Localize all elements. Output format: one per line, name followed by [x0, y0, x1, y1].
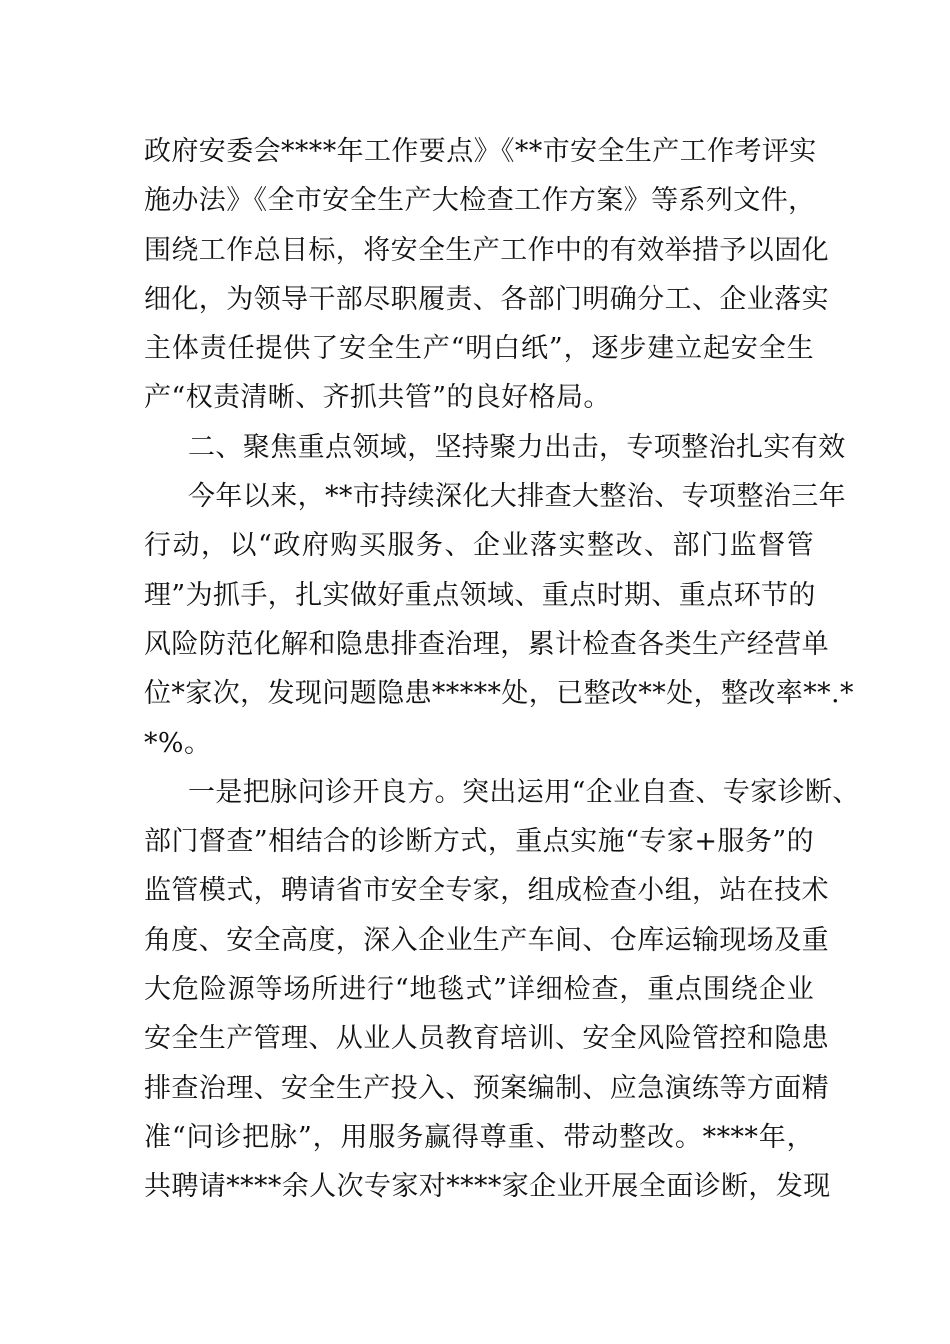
text-line: 围绕工作总目标，将安全生产工作中的有效举措予以固化 — [144, 234, 829, 266]
text-line: 主体责任提供了安全生产“明白纸”，逐步建立起安全生 — [144, 333, 814, 365]
text-line: 大危险源等场所进行“地毯式”详细检查，重点围绕企业 — [144, 974, 814, 1006]
text-line: 风险防范化解和隐患排查治理，累计检查各类生产经营单 — [144, 628, 829, 660]
text-line: 理”为抓手，扎实做好重点领域、重点时期、重点环节的 — [144, 579, 816, 611]
text-line: 部门督查”相结合的诊断方式，重点实施“专家+服务”的 — [144, 826, 814, 858]
text-line: 准“问诊把脉”，用服务赢得尊重、带动整改。****年， — [144, 1121, 814, 1153]
text-line: 排查治理、安全生产投入、预案编制、应急演练等方面精 — [144, 1072, 829, 1104]
section-heading: 二、聚焦重点领域，坚持聚力出击，专项整治扎实有效 — [188, 431, 846, 463]
document-body — [144, 127, 860, 1212]
text-line: 细化，为领导干部尽职履责、各部门明确分工、企业落实 — [144, 283, 829, 315]
text-line: 位*家次，发现问题隐患*****处，已整改**处，整改率**.* — [144, 678, 854, 710]
text-line: 行动，以“政府购买服务、企业落实整改、部门监督管 — [144, 530, 814, 562]
text-line: 产“权责清晰、齐抓共管”的良好格局。 — [144, 382, 611, 414]
text-line: 监管模式，聘请省市安全专家，组成检查小组，站在技术 — [144, 875, 829, 907]
text-line: 共聘请****余人次专家对****家企业开展全面诊断，发现 — [144, 1171, 831, 1203]
text-line: 角度、安全高度，深入企业生产车间、仓库运输现场及重 — [144, 924, 829, 956]
text-line: 施办法》《全市安全生产大检查工作方案》等系列文件， — [144, 185, 816, 217]
text-line: 一是把脉问诊开良方。突出运用“企业自查、专家诊断、 — [188, 776, 860, 808]
text-line: 政府安委会****年工作要点》《**市安全生产工作考评实 — [144, 136, 817, 167]
text-line: *%。 — [144, 727, 212, 759]
text-line: 安全生产管理、从业人员教育培训、安全风险管控和隐患 — [144, 1023, 829, 1055]
text-line: 今年以来，**市持续深化大排查大整治、专项整治三年 — [188, 481, 846, 513]
